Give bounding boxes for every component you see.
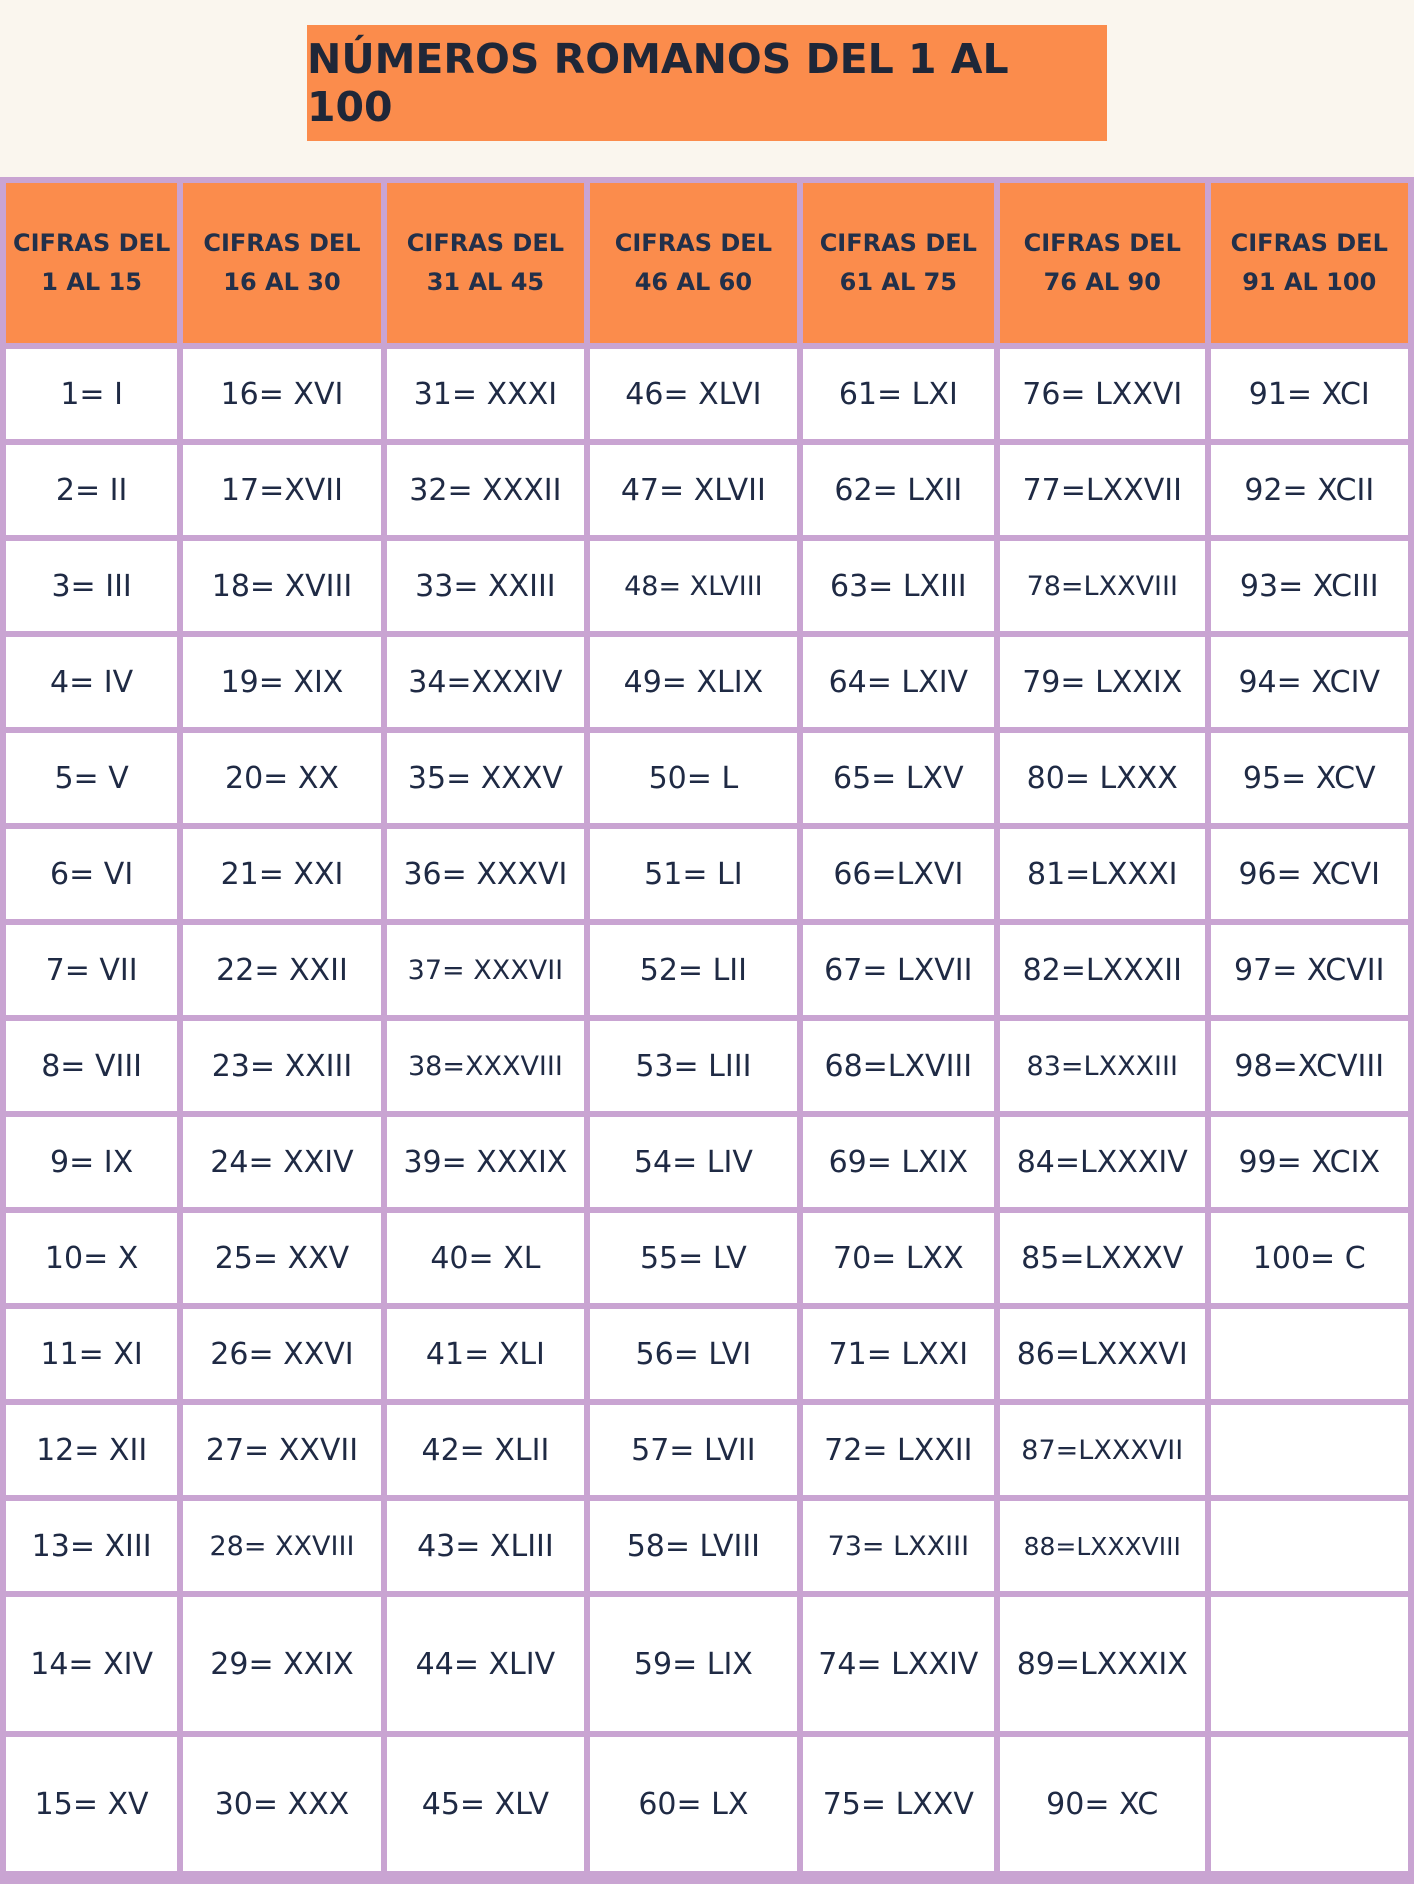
table-cell: 20= XX	[183, 733, 380, 823]
table-cell: 83=LXXXIII	[1000, 1021, 1204, 1111]
table-cell: 68=LXVIII	[803, 1021, 994, 1111]
table-cell	[1211, 1501, 1409, 1591]
column-header: CIFRAS DEL 1 AL 15	[6, 183, 177, 343]
table-row	[6, 349, 1408, 439]
table-cell: 82=LXXXII	[1000, 925, 1204, 1015]
table-cell: 50= L	[590, 733, 797, 823]
title-banner	[307, 25, 1107, 141]
table-cell: 87=LXXXVII	[1000, 1405, 1204, 1495]
column-header: CIFRAS DEL 31 AL 45	[387, 183, 584, 343]
table-cell: 34=XXXIV	[387, 637, 584, 727]
header-row	[6, 183, 1408, 343]
table-cell: 25= XXV	[183, 1213, 380, 1303]
table-cell: 45= XLV	[387, 1737, 584, 1871]
table-cell: 70= LXX	[803, 1213, 994, 1303]
table-cell: 86=LXXXVI	[1000, 1309, 1204, 1399]
table-cell: 11= XI	[6, 1309, 177, 1399]
table-cell: 76= LXXVI	[1000, 349, 1204, 439]
table-cell: 92= XCII	[1211, 445, 1409, 535]
table-cell: 40= XL	[387, 1213, 584, 1303]
table-cell: 27= XXVII	[183, 1405, 380, 1495]
table-cell: 74= LXXIV	[803, 1597, 994, 1731]
table-cell: 17=XVII	[183, 445, 380, 535]
table-cell: 59= LIX	[590, 1597, 797, 1731]
table-cell: 53= LIII	[590, 1021, 797, 1111]
table-cell: 78=LXXVIII	[1000, 541, 1204, 631]
table-cell	[1211, 1405, 1409, 1495]
table-cell: 23= XXIII	[183, 1021, 380, 1111]
table-cell: 60= LX	[590, 1737, 797, 1871]
table-row	[6, 925, 1408, 1015]
table-row	[6, 541, 1408, 631]
table-cell: 24= XXIV	[183, 1117, 380, 1207]
table-cell: 33= XXIII	[387, 541, 584, 631]
table-cell: 56= LVI	[590, 1309, 797, 1399]
page-title: NÚMEROS ROMANOS DEL 1 AL 100	[307, 35, 1009, 131]
table-cell: 61= LXI	[803, 349, 994, 439]
table-cell: 4= IV	[6, 637, 177, 727]
table-cell: 94= XCIV	[1211, 637, 1409, 727]
table-cell: 26= XXVI	[183, 1309, 380, 1399]
column-header: CIFRAS DEL 76 AL 90	[1000, 183, 1204, 343]
table-cell: 46= XLVI	[590, 349, 797, 439]
table-cell: 63= LXIII	[803, 541, 994, 631]
table-row	[6, 1737, 1408, 1871]
table-cell: 8= VIII	[6, 1021, 177, 1111]
table-cell: 32= XXXII	[387, 445, 584, 535]
table-cell: 95= XCV	[1211, 733, 1409, 823]
table-cell: 38=XXXVIII	[387, 1021, 584, 1111]
table-cell: 88=LXXXVIII	[1000, 1501, 1204, 1591]
table-cell: 7= VII	[6, 925, 177, 1015]
table-cell: 10= X	[6, 1213, 177, 1303]
table-cell	[1211, 1737, 1409, 1871]
table-row	[6, 733, 1408, 823]
table-row	[6, 1117, 1408, 1207]
table-cell: 43= XLIII	[387, 1501, 584, 1591]
table-cell: 13= XIII	[6, 1501, 177, 1591]
table-cell: 79= LXXIX	[1000, 637, 1204, 727]
table-row	[6, 1213, 1408, 1303]
table-cell: 18= XVIII	[183, 541, 380, 631]
table-cell: 77=LXXVII	[1000, 445, 1204, 535]
table-cell: 16= XVI	[183, 349, 380, 439]
table-cell: 80= LXXX	[1000, 733, 1204, 823]
table-cell: 65= LXV	[803, 733, 994, 823]
table-cell: 51= LI	[590, 829, 797, 919]
table-cell: 55= LV	[590, 1213, 797, 1303]
roman-numerals-table	[0, 177, 1414, 1877]
table-cell: 99= XCIX	[1211, 1117, 1409, 1207]
table-cell: 85=LXXXV	[1000, 1213, 1204, 1303]
column-header: CIFRAS DEL 91 AL 100	[1211, 183, 1409, 343]
table-cell	[1211, 1309, 1409, 1399]
table-cell: 89=LXXXIX	[1000, 1597, 1204, 1731]
table-cell: 97= XCVII	[1211, 925, 1409, 1015]
table-cell: 75= LXXV	[803, 1737, 994, 1871]
table-cell: 49= XLIX	[590, 637, 797, 727]
table-cell: 90= XC	[1000, 1737, 1204, 1871]
table-cell: 71= LXXI	[803, 1309, 994, 1399]
table-cell: 42= XLII	[387, 1405, 584, 1495]
table-cell: 84=LXXXIV	[1000, 1117, 1204, 1207]
table-row	[6, 829, 1408, 919]
table-row	[6, 445, 1408, 535]
table-cell: 69= LXIX	[803, 1117, 994, 1207]
column-header: CIFRAS DEL 16 AL 30	[183, 183, 380, 343]
table-cell: 44= XLIV	[387, 1597, 584, 1731]
table-cell: 14= XIV	[6, 1597, 177, 1731]
table-cell: 47= XLVII	[590, 445, 797, 535]
table-row	[6, 1501, 1408, 1591]
table-cell: 64= LXIV	[803, 637, 994, 727]
table-cell: 36= XXXVI	[387, 829, 584, 919]
table-cell: 98=XCVIII	[1211, 1021, 1409, 1111]
table-cell: 41= XLI	[387, 1309, 584, 1399]
column-header: CIFRAS DEL 46 AL 60	[590, 183, 797, 343]
table-cell: 21= XXI	[183, 829, 380, 919]
table-cell: 12= XII	[6, 1405, 177, 1495]
table-cell: 30= XXX	[183, 1737, 380, 1871]
table-cell: 52= LII	[590, 925, 797, 1015]
table-cell: 39= XXXIX	[387, 1117, 584, 1207]
table-cell: 31= XXXI	[387, 349, 584, 439]
table-row	[6, 1309, 1408, 1399]
table-cell: 81=LXXXI	[1000, 829, 1204, 919]
table-cell: 19= XIX	[183, 637, 380, 727]
table-cell: 22= XXII	[183, 925, 380, 1015]
table-cell: 62= LXII	[803, 445, 994, 535]
table-cell: 6= VI	[6, 829, 177, 919]
column-header: CIFRAS DEL 61 AL 75	[803, 183, 994, 343]
table-cell: 15= XV	[6, 1737, 177, 1871]
table-cell: 29= XXIX	[183, 1597, 380, 1731]
table-row	[6, 1021, 1408, 1111]
table-cell	[1211, 1597, 1409, 1731]
table-cell: 9= IX	[6, 1117, 177, 1207]
table-cell: 58= LVIII	[590, 1501, 797, 1591]
roman-numerals-table-container	[0, 177, 1414, 1884]
table-cell: 57= LVII	[590, 1405, 797, 1495]
table-cell: 2= II	[6, 445, 177, 535]
table-cell: 66=LXVI	[803, 829, 994, 919]
table-cell: 1= I	[6, 349, 177, 439]
table-cell: 54= LIV	[590, 1117, 797, 1207]
table-cell: 67= LXVII	[803, 925, 994, 1015]
table-cell: 35= XXXV	[387, 733, 584, 823]
table-cell: 96= XCVI	[1211, 829, 1409, 919]
table-cell: 91= XCI	[1211, 349, 1409, 439]
table-cell: 100= C	[1211, 1213, 1409, 1303]
table-row	[6, 637, 1408, 727]
table-cell: 48= XLVIII	[590, 541, 797, 631]
table-cell: 28= XXVIII	[183, 1501, 380, 1591]
table-cell: 5= V	[6, 733, 177, 823]
table-row	[6, 1597, 1408, 1731]
table-cell: 72= LXXII	[803, 1405, 994, 1495]
table-cell: 3= III	[6, 541, 177, 631]
table-row	[6, 1405, 1408, 1495]
table-cell: 37= XXXVII	[387, 925, 584, 1015]
table-cell: 93= XCIII	[1211, 541, 1409, 631]
table-cell: 73= LXXIII	[803, 1501, 994, 1591]
